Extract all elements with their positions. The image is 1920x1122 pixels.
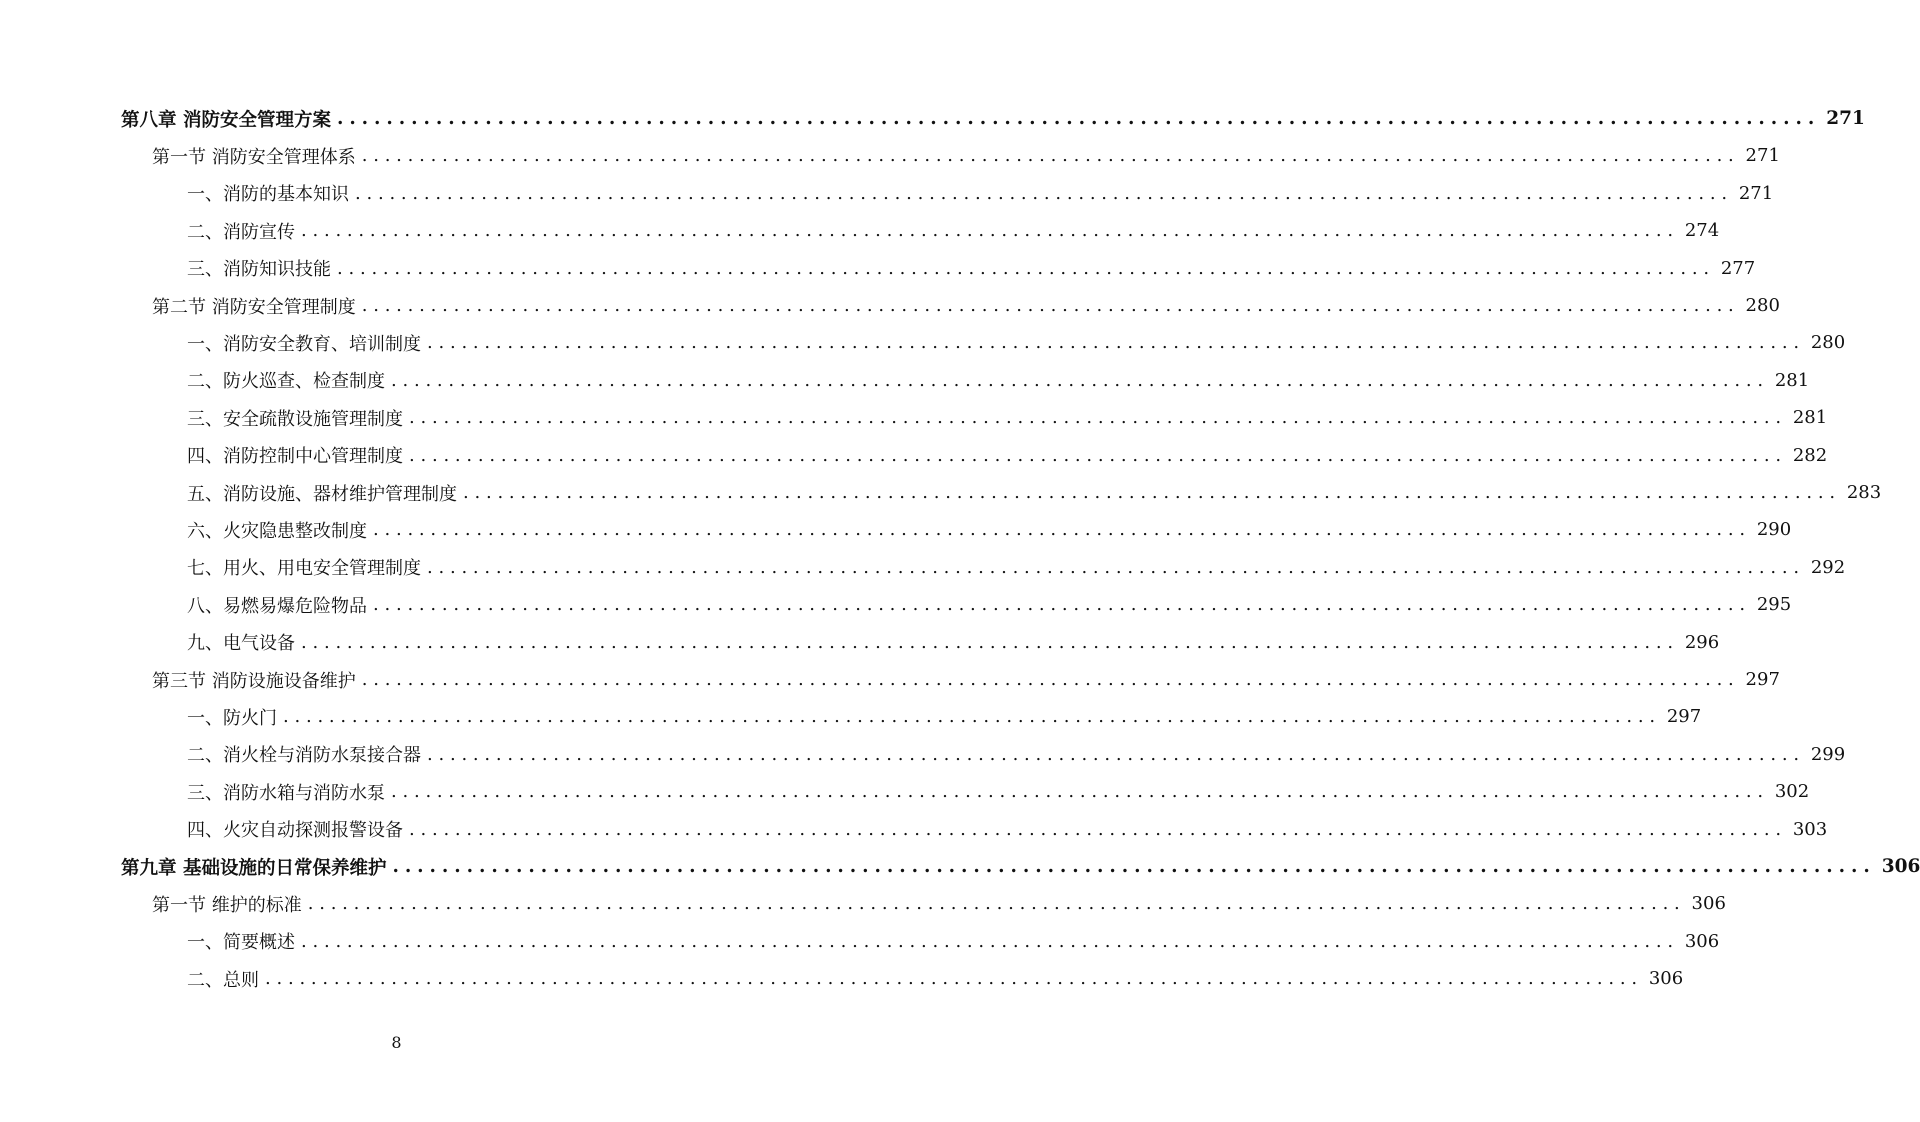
toc-item-entry[interactable] <box>187 250 1756 287</box>
toc-entry-page: 271 <box>1826 108 1865 129</box>
toc-item-entry[interactable] <box>187 811 1828 848</box>
toc-entry-page: 282 <box>1792 444 1828 466</box>
toc-item-entry[interactable] <box>187 399 1828 436</box>
toc-chapter-entry[interactable] <box>121 100 1865 137</box>
toc-entry-title: 二、总则 <box>187 969 259 991</box>
toc-entry-page: 306 <box>1691 893 1726 915</box>
toc-entry-page: 274 <box>1684 220 1720 242</box>
toc-entry-page: 306 <box>1881 856 1920 877</box>
toc-entry-title: 三、消防水箱与消防水泵 <box>187 782 385 804</box>
toc-entry-title: 二、防火巡查、检查制度 <box>187 371 385 393</box>
dot-leader: ........................................................................................................................ <box>361 669 1740 690</box>
toc-entry-page: 297 <box>1745 669 1780 690</box>
dot-leader: ........................................................................................................................ <box>373 519 1751 541</box>
toc-entry-title: 第二节 消防安全管理制度 <box>152 296 356 318</box>
toc-section-entry[interactable] <box>152 287 1780 324</box>
toc-entry-page: 283 <box>1846 482 1882 503</box>
dot-leader: ........................................................................................................................ <box>361 295 1740 316</box>
toc-chapter-entry[interactable] <box>121 848 1920 885</box>
dot-leader: ........................................................................................................................ <box>392 856 1876 877</box>
toc-entry-page: 277 <box>1720 257 1756 279</box>
toc-item-entry[interactable] <box>187 923 1720 960</box>
toc-item-entry[interactable] <box>187 362 1810 399</box>
dot-leader: ........................................................................................................................ <box>337 257 1715 279</box>
toc-item-entry[interactable] <box>187 175 1774 212</box>
toc-entry-title: 第一节 维护的标准 <box>152 894 302 916</box>
dot-leader: ........................................................................................................................ <box>409 818 1787 840</box>
dot-leader: ........................................................................................................................ <box>265 968 1643 990</box>
toc-item-entry[interactable] <box>187 437 1828 474</box>
toc-entry-page: 281 <box>1774 369 1810 391</box>
toc-entry-page: 281 <box>1792 407 1828 429</box>
dot-leader: ........................................................................................................................ <box>427 556 1805 578</box>
toc-item-entry[interactable] <box>187 212 1720 249</box>
toc-entry-page: 306 <box>1648 968 1684 990</box>
toc-item-entry[interactable] <box>187 549 1846 586</box>
dot-leader: ........................................................................................................................ <box>301 220 1679 242</box>
dot-leader: ........................................................................................................................ <box>409 444 1787 466</box>
toc-entry-title: 一、消防的基本知识 <box>187 184 349 206</box>
toc-entry-page: 290 <box>1756 519 1792 541</box>
toc-entry-title: 第八章 消防安全管理方案 <box>121 109 331 131</box>
dot-leader: ........................................................................................................................ <box>409 407 1787 429</box>
toc-entry-page: 299 <box>1810 743 1846 765</box>
toc-entry-page: 271 <box>1738 182 1774 204</box>
toc-entry-title: 第一节 消防安全管理体系 <box>152 146 356 168</box>
toc-entry-title: 九、电气设备 <box>187 633 295 655</box>
toc-section-entry[interactable] <box>152 661 1780 698</box>
toc-item-entry[interactable] <box>187 736 1846 773</box>
toc-entry-title: 四、火灾自动探测报警设备 <box>187 820 403 842</box>
dot-leader: ........................................................................................................................ <box>427 332 1805 354</box>
toc-item-entry[interactable] <box>187 960 1684 997</box>
toc-entry-title: 四、消防控制中心管理制度 <box>187 446 403 468</box>
dot-leader: ........................................................................................................................ <box>391 781 1769 803</box>
toc-item-entry[interactable] <box>187 698 1702 735</box>
toc-item-entry[interactable] <box>187 511 1792 548</box>
toc-entry-title: 一、简要概述 <box>187 932 295 954</box>
toc-item-entry[interactable] <box>187 324 1846 361</box>
dot-leader: ........................................................................................................................ <box>427 743 1805 765</box>
toc-entry-title: 一、防火门 <box>187 707 277 729</box>
dot-leader: ........................................................................................................................ <box>283 706 1661 728</box>
toc-section-entry[interactable] <box>152 885 1726 922</box>
toc-entry-page: 295 <box>1756 594 1792 616</box>
dot-leader: ........................................................................................................................ <box>463 482 1841 503</box>
toc-entry-title: 五、消防设施、器材维护管理制度 <box>187 483 457 505</box>
toc-entry-title: 第九章 基础设施的日常保养维护 <box>121 857 387 879</box>
toc-entry-title: 八、易燃易爆危险物品 <box>187 595 367 617</box>
toc-entry-page: 280 <box>1745 295 1780 316</box>
toc-entry-page: 271 <box>1745 145 1780 167</box>
page-number: 8 <box>391 1033 402 1052</box>
toc-entry-page: 280 <box>1810 332 1846 354</box>
toc-item-entry[interactable] <box>187 624 1720 661</box>
dot-leader: ........................................................................................................................ <box>307 893 1686 915</box>
dot-leader: ........................................................................................................................ <box>355 182 1733 204</box>
toc-item-entry[interactable] <box>187 474 1882 511</box>
toc-entry-page: 306 <box>1684 930 1720 952</box>
toc-entry-title: 六、火灾隐患整改制度 <box>187 520 367 542</box>
toc-item-entry[interactable] <box>187 773 1810 810</box>
toc-entry-title: 七、用火、用电安全管理制度 <box>187 558 421 580</box>
toc-item-entry[interactable] <box>187 586 1792 623</box>
toc-entry-page: 292 <box>1810 556 1846 578</box>
toc-entry-title: 三、安全疏散设施管理制度 <box>187 408 403 430</box>
toc-entry-page: 296 <box>1684 631 1720 653</box>
dot-leader: ........................................................................................................................ <box>301 631 1679 653</box>
dot-leader: ........................................................................................................................ <box>391 369 1769 391</box>
toc-entry-title: 三、消防知识技能 <box>187 259 331 281</box>
toc-section-entry[interactable] <box>152 137 1780 174</box>
dot-leader: ........................................................................................................................ <box>301 930 1679 952</box>
toc-entry-title: 一、消防安全教育、培训制度 <box>187 333 421 355</box>
toc-entry-page: 303 <box>1792 818 1828 840</box>
toc-entry-title: 二、消火栓与消防水泵接合器 <box>187 745 421 767</box>
toc-entry-page: 302 <box>1774 781 1810 803</box>
toc-entry-title: 第三节 消防设施设备维护 <box>152 670 356 692</box>
dot-leader: ........................................................................................................................ <box>336 108 1821 129</box>
toc-entry-title: 二、消防宣传 <box>187 221 295 243</box>
toc-entry-page: 297 <box>1666 706 1702 728</box>
dot-leader: ........................................................................................................................ <box>373 594 1751 616</box>
dot-leader: ........................................................................................................................ <box>361 145 1740 167</box>
